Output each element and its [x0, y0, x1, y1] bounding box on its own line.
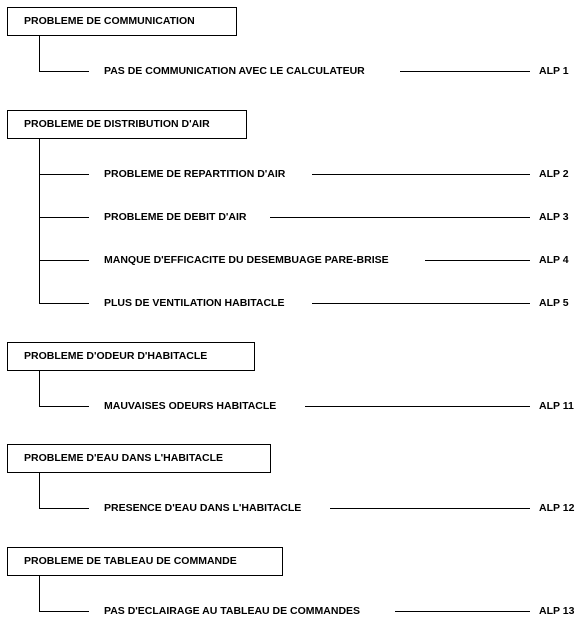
entry-code: ALP 11 [539, 400, 574, 412]
leader-line [270, 217, 530, 218]
section-header: PROBLEME DE COMMUNICATION [7, 7, 237, 36]
section-header: PROBLEME DE DISTRIBUTION D'AIR [7, 110, 247, 139]
leader-line [400, 71, 530, 72]
entry-label: PROBLEME DE DEBIT D'AIR [104, 211, 247, 223]
tree-entry [0, 296, 585, 310]
entry-code: ALP 5 [539, 297, 569, 309]
section-header: PROBLEME D'ODEUR D'HABITACLE [7, 342, 255, 371]
leader-line [425, 260, 530, 261]
tree-entry [0, 501, 585, 515]
branch-line [39, 303, 89, 304]
entry-code: ALP 12 [539, 502, 575, 514]
entry-code: ALP 3 [539, 211, 569, 223]
entry-code: ALP 1 [539, 65, 569, 77]
entry-code: ALP 13 [539, 605, 575, 617]
entry-label: PAS D'ECLAIRAGE AU TABLEAU DE COMMANDES [104, 605, 361, 617]
tree-entry [0, 64, 585, 78]
tree-entry [0, 253, 585, 267]
branch-line [39, 71, 89, 72]
entry-code: ALP 4 [539, 254, 569, 266]
tree-entry [0, 399, 585, 413]
leader-line [312, 174, 530, 175]
branch-line [39, 611, 89, 612]
leader-line [330, 508, 530, 509]
branch-line [39, 217, 89, 218]
branch-line [39, 174, 89, 175]
tree-entry [0, 167, 585, 181]
entry-label: PAS DE COMMUNICATION AVEC LE CALCULATEUR [104, 65, 365, 77]
entry-label: MAUVAISES ODEURS HABITACLE [104, 400, 277, 412]
entry-code: ALP 2 [539, 168, 569, 180]
branch-line [39, 406, 89, 407]
leader-line [395, 611, 530, 612]
branch-line [39, 260, 89, 261]
branch-line [39, 508, 89, 509]
tree-entry [0, 210, 585, 224]
entry-label: PRESENCE D'EAU DANS L'HABITACLE [104, 502, 302, 514]
leader-line [305, 406, 530, 407]
entry-label: PROBLEME DE REPARTITION D'AIR [104, 168, 286, 180]
leader-line [312, 303, 530, 304]
section-header: PROBLEME D'EAU DANS L'HABITACLE [7, 444, 271, 473]
entry-label: PLUS DE VENTILATION HABITACLE [104, 297, 285, 309]
tree-entry [0, 604, 585, 618]
entry-label: MANQUE D'EFFICACITE DU DESEMBUAGE PARE-BRISE [104, 254, 389, 266]
section-header: PROBLEME DE TABLEAU DE COMMANDE [7, 547, 283, 576]
